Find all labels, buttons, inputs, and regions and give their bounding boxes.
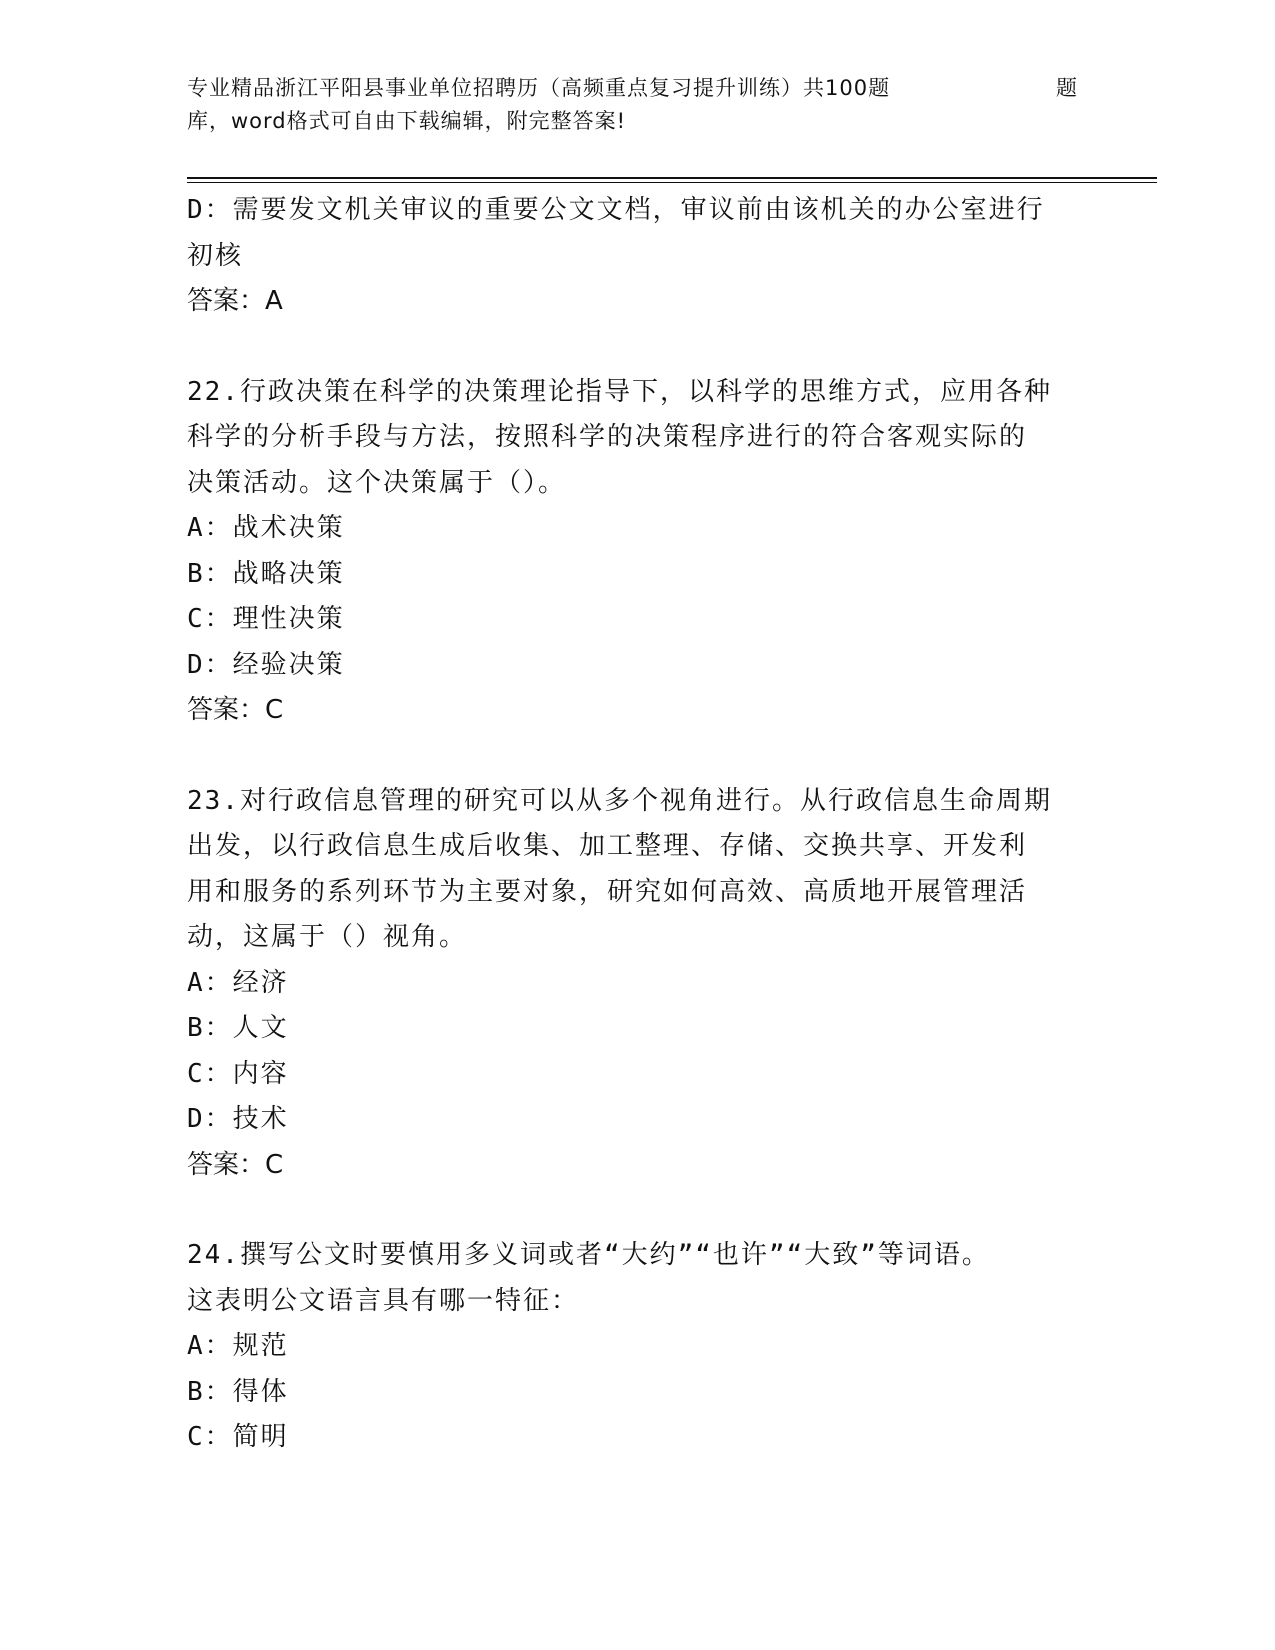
question-stem-line: 22.行政决策在科学的决策理论指导下，以科学的思维方式，应用各种 [187,376,1052,407]
option-d-line: 初核 [187,240,244,271]
header-title: 专业精品浙江平阳县事业单位招聘历（高频重点复习提升训练）共100题 [187,76,891,100]
option-d-line: D：需要发文机关审议的重要公文文档，审议前由该机关的办公室进行 [187,195,1045,225]
question-stem-line: 用和服务的系列环节为主要对象，研究如何高效、高质地开展管理活 [187,876,1028,907]
answer-line: 答案：C [187,1149,284,1180]
question-23 [187,779,1077,1189]
header-divider-thin [187,182,1157,183]
option-b: B：得体 [187,1376,289,1407]
option-c: C：内容 [187,1058,289,1089]
question-22 [187,370,1077,734]
question-spacer [187,1188,1077,1233]
option-b: B：人文 [187,1013,289,1043]
question-stem-line: 动，这属于（）视角。 [187,922,468,952]
question-stem-line: 出发，以行政信息生成后收集、加工整理、存储、交换共享、开发利 [187,831,1028,861]
option-d: D：经验决策 [187,649,345,680]
option-a: A：经济 [187,967,289,998]
question-stem-line: 这表明公文语言具有哪一特征： [187,1285,580,1316]
question-21-tail [187,188,1077,325]
header-title-tail: 题 [1056,76,1078,100]
question-spacer [187,734,1077,779]
document-body [187,188,1077,1461]
option-c: C：简明 [187,1422,289,1452]
header-line-2: 库，word格式可自由下载编辑，附完整答案! [187,109,627,133]
document-header [187,72,1087,138]
question-stem-line: 决策活动。这个决策属于（）。 [187,467,567,498]
question-24 [187,1233,1077,1461]
answer-line: 答案：C [187,695,284,725]
question-stem-line: 科学的分析手段与方法，按照科学的决策程序进行的符合客观实际的 [187,422,1028,452]
header-line-1 [187,72,1087,105]
question-spacer [187,325,1077,370]
option-c: C：理性决策 [187,604,345,634]
option-b: B：战略决策 [187,558,345,589]
question-stem-line: 23.对行政信息管理的研究可以从多个视角进行。从行政信息生命周期 [187,785,1052,816]
option-a: A：战术决策 [187,513,345,543]
option-a: A：规范 [187,1331,289,1361]
answer-line: 答案：A [187,286,283,316]
question-stem-line: 24.撰写公文时要慎用多义词或者“大约”“也许”“大致”等词语。 [187,1240,990,1270]
option-d: D：技术 [187,1104,289,1134]
header-divider-thick [187,177,1157,179]
